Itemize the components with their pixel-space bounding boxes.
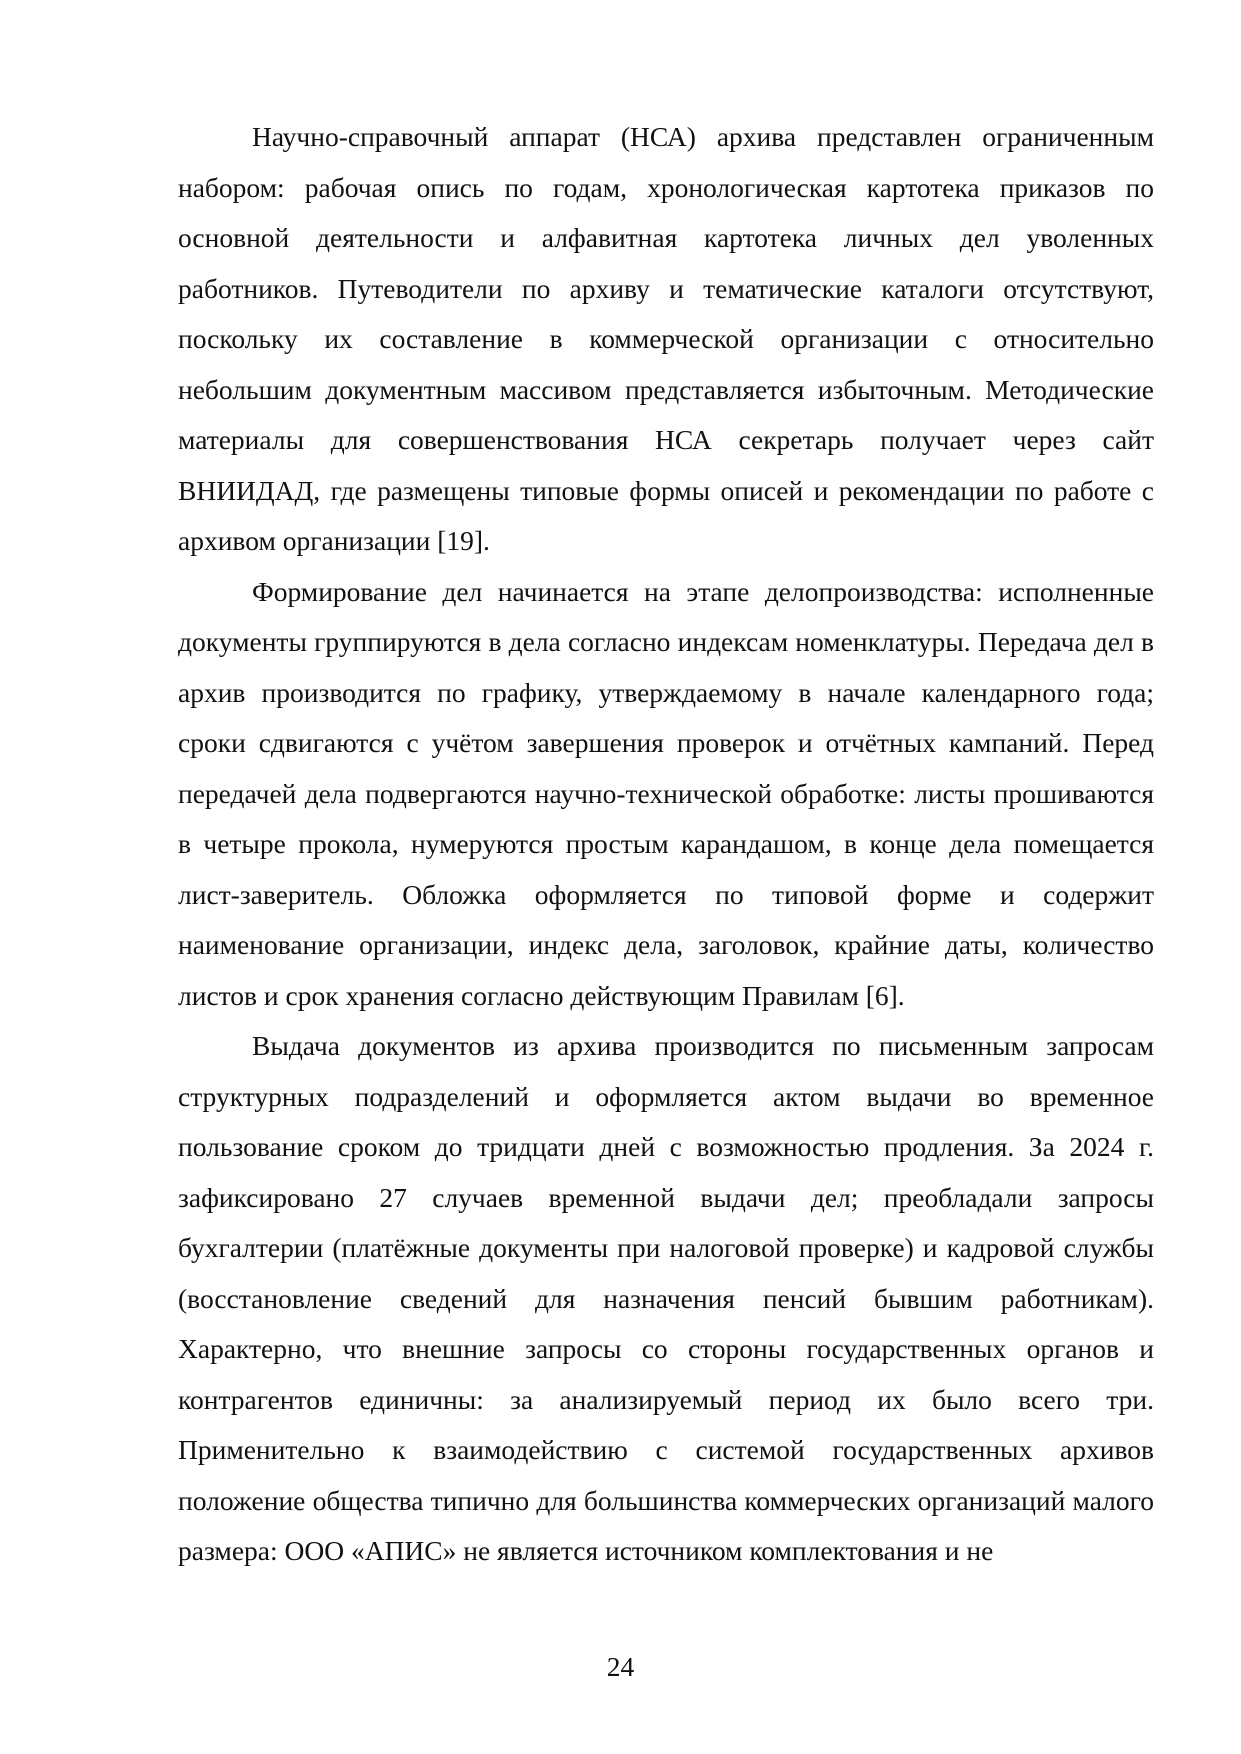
page-number: 24: [606, 1651, 635, 1682]
paragraph-document-issuance: Выдача документов из архива производится по письменным запросам структурных подразделений и оформляется актом выдачи во временное пользование сроком до тридцати дней с возможностью продления. За 2024 г. зафиксировано 27 случаев временной выдачи дел; преобладали запросы бухгалтерии (платёжные документы при налоговой проверке) и кадровой службы (восстановление сведений для назначения пенсий бывшим работникам). Характерно, что внешние запросы со стороны государственных органов и контрагентов единичны: за анализируемый период их было всего три. Применительно к взаимодействию с системой государственных архивов положение общества типично для большинства коммерческих организаций малого размера: ООО «АПИС» не является источником комплектования и не: [178, 1030, 1154, 1566]
paragraph-file-formation: Формирование дел начинается на этапе делопроизводства: исполненные документы группируются в дела согласно индексам номенклатуры. Передача дел в архив производится по графику, утверждаемому в начале календарного года; сроки сдвигаются с учётом завершения проверок и отчётных кампаний. Перед передачей дела подвергаются научно-технической обработке: листы прошиваются в четыре прокола, нумеруются простым карандашом, в конце дела помещается лист-заверитель. Обложка оформляется по типовой форме и содержит наименование организации, индекс дела, заголовок, крайние даты, количество листов и срок хранения согласно действующим Правилам [6].: [178, 575, 1154, 1011]
body-text: [178, 112, 1154, 1577]
paragraph-reference-apparatus: Научно-справочный аппарат (НСА) архива представлен ограниченным набором: рабочая опись по годам, хронологическая картотека приказов по основной деятельности и алфавитная картотека личных дел уволенных работников. Путеводители по архиву и тематические каталоги отсутствуют, поскольку их составление в коммерческой организации с относительно небольшим документным массивом представляется избыточным. Методические материалы для совершенствования НСА секретарь получает через сайт ВНИИДАД, где размещены типовые формы описей и рекомендации по работе с архивом организации [19].: [178, 121, 1154, 556]
